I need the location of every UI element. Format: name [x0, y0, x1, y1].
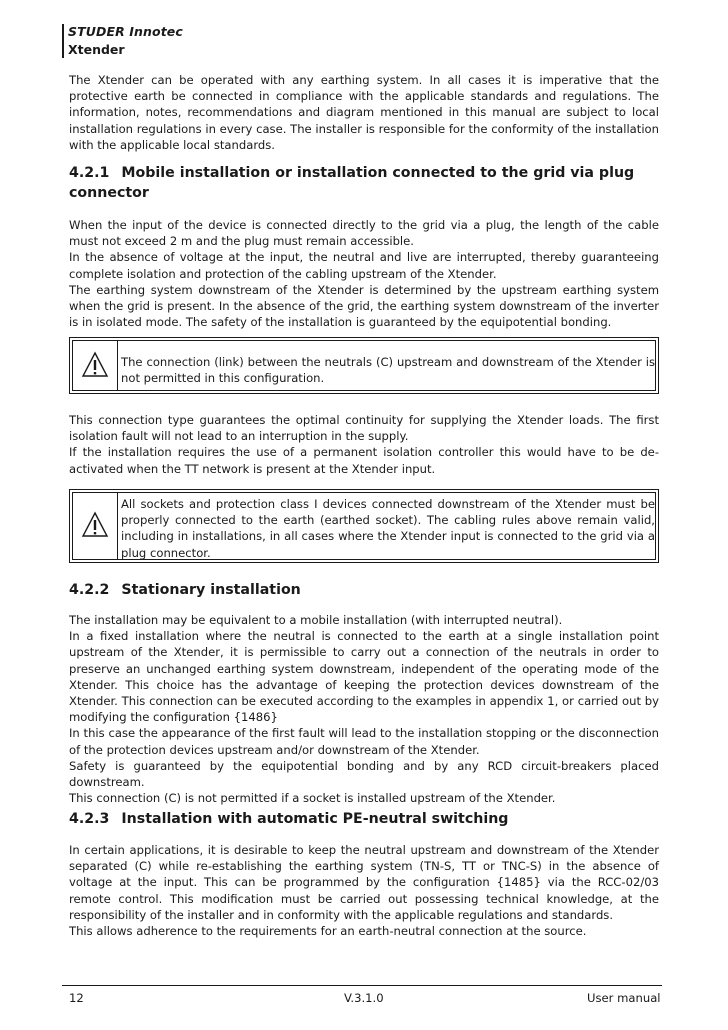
- section-4-2-2-body: [69, 612, 659, 806]
- product-name: Xtender: [68, 42, 125, 57]
- paragraph: In certain applications, it is desirable to keep the neutral upstream and downstream of the Xtender separated (C) while re-establishing the earthing system (TN-S, TT or TNC-S) in the absence of voltage at the input. This can be programmed by the configuration {1485} via the RCC-02/03 remote control. This modification must be carried out possessing technical knowledge, at the responsibility of the installer and in conformity with the applicable regulations and standards.: [69, 843, 659, 922]
- paragraph: Safety is guaranteed by the equipotential bonding and by any RCD circuit-breakers placed downstream.: [69, 758, 659, 790]
- section-4-2-3-body: [69, 842, 659, 939]
- paragraph: The earthing system downstream of the Xtender is determined by the upstream earthing system when the grid is present. In the absence of the grid, the earthing system downstream of the inverter is in isolated mode. The safety of the installation is guaranteed by the equipotential bonding.: [69, 282, 659, 330]
- document-version: V.3.1.0: [344, 991, 384, 1005]
- section-heading: 4.2.1 Mobile installation or installation connected to the grid via plug connector: [69, 165, 635, 201]
- warning-icon: [81, 511, 109, 539]
- warning-icon: [81, 351, 109, 379]
- paragraph: This connection type guarantees the optimal continuity for supplying the Xtender loads. The first isolation fault will not lead to an interruption in the supply.: [69, 413, 659, 444]
- warning-box: [69, 489, 659, 563]
- paragraph: This connection (C) is not permitted if a socket is installed upstream of the Xtender.: [69, 791, 556, 806]
- paragraph: The installation may be equivalent to a mobile installation (with interrupted neutral).: [69, 613, 563, 627]
- paragraph: In the absence of voltage at the input, the neutral and live are interrupted, thereby guaranteeing complete isolation and protection of the cabling upstream of the Xtender.: [69, 250, 659, 281]
- document-type: User manual: [587, 991, 661, 1005]
- paragraph: In this case the appearance of the first fault will lead to the installation stopping or the disconnection of the protection devices upstream and/or downstream of the Xtender.: [69, 726, 659, 757]
- paragraph: This allows adherence to the requirements for an earth-neutral connection at the source.: [69, 924, 587, 939]
- warning-box: [69, 337, 659, 394]
- section-4-2-1-heading: [69, 163, 659, 203]
- section-4-2-1-body: [69, 217, 659, 330]
- warning-text: The connection (link) between the neutrals (C) upstream and downstream of the Xtender is not permitted in this configuration.: [121, 355, 655, 386]
- paragraph: In a fixed installation where the neutral is connected to the earth at a single installation point upstream of the Xtender, it is permissible to carry out a connection of the neutrals in order to preserve an unchanged earthing system downstream, independent of the operating mode of the Xtender. This choice has the advantage of keeping the protection devices downstream of the Xtender. This connection can be executed according to the examples in appendix 1, or carried out by modifying the configuration {1486}: [69, 629, 659, 725]
- section-4-2-1-continued: [69, 412, 659, 477]
- intro-section: [69, 72, 659, 153]
- company-name: STUDER Innotec: [68, 24, 183, 39]
- warning-icon-cell: [73, 341, 118, 390]
- paragraph: When the input of the device is connected directly to the grid via a plug, the length of the cable must not exceed 2 m and the plug must remain accessible.: [69, 218, 659, 249]
- intro-paragraph: The Xtender can be operated with any earthing system. In all cases it is imperative that the protective earth be connected in compliance with the applicable standards and regulations. The information, notes, recommendations and diagram mentioned in this manual are subject to local installation regulations in every case. The installer is responsible for the conformity of the installation with the applicable local standards.: [69, 73, 659, 152]
- section-4-2-2-heading: [69, 580, 659, 600]
- warning-text: All sockets and protection class I devices connected downstream of the Xtender must be properly connected to the earth (earthed socket). The cabling rules above remain valid, including in installations, in all cases where the Xtender input is connected to the grid via a plug connector.: [121, 497, 655, 560]
- footer-rule: [62, 985, 662, 986]
- header-rule: [62, 24, 64, 58]
- section-heading: 4.2.3 Installation with automatic PE-neutral switching: [69, 811, 509, 827]
- warning-icon-cell: [73, 493, 118, 559]
- section-4-2-3-heading: [69, 809, 659, 829]
- paragraph: If the installation requires the use of a permanent isolation controller this would have to be de-activated when the TT network is present at the Xtender input.: [69, 445, 659, 476]
- section-heading: 4.2.2 Stationary installation: [69, 582, 301, 598]
- page-number: 12: [69, 991, 84, 1005]
